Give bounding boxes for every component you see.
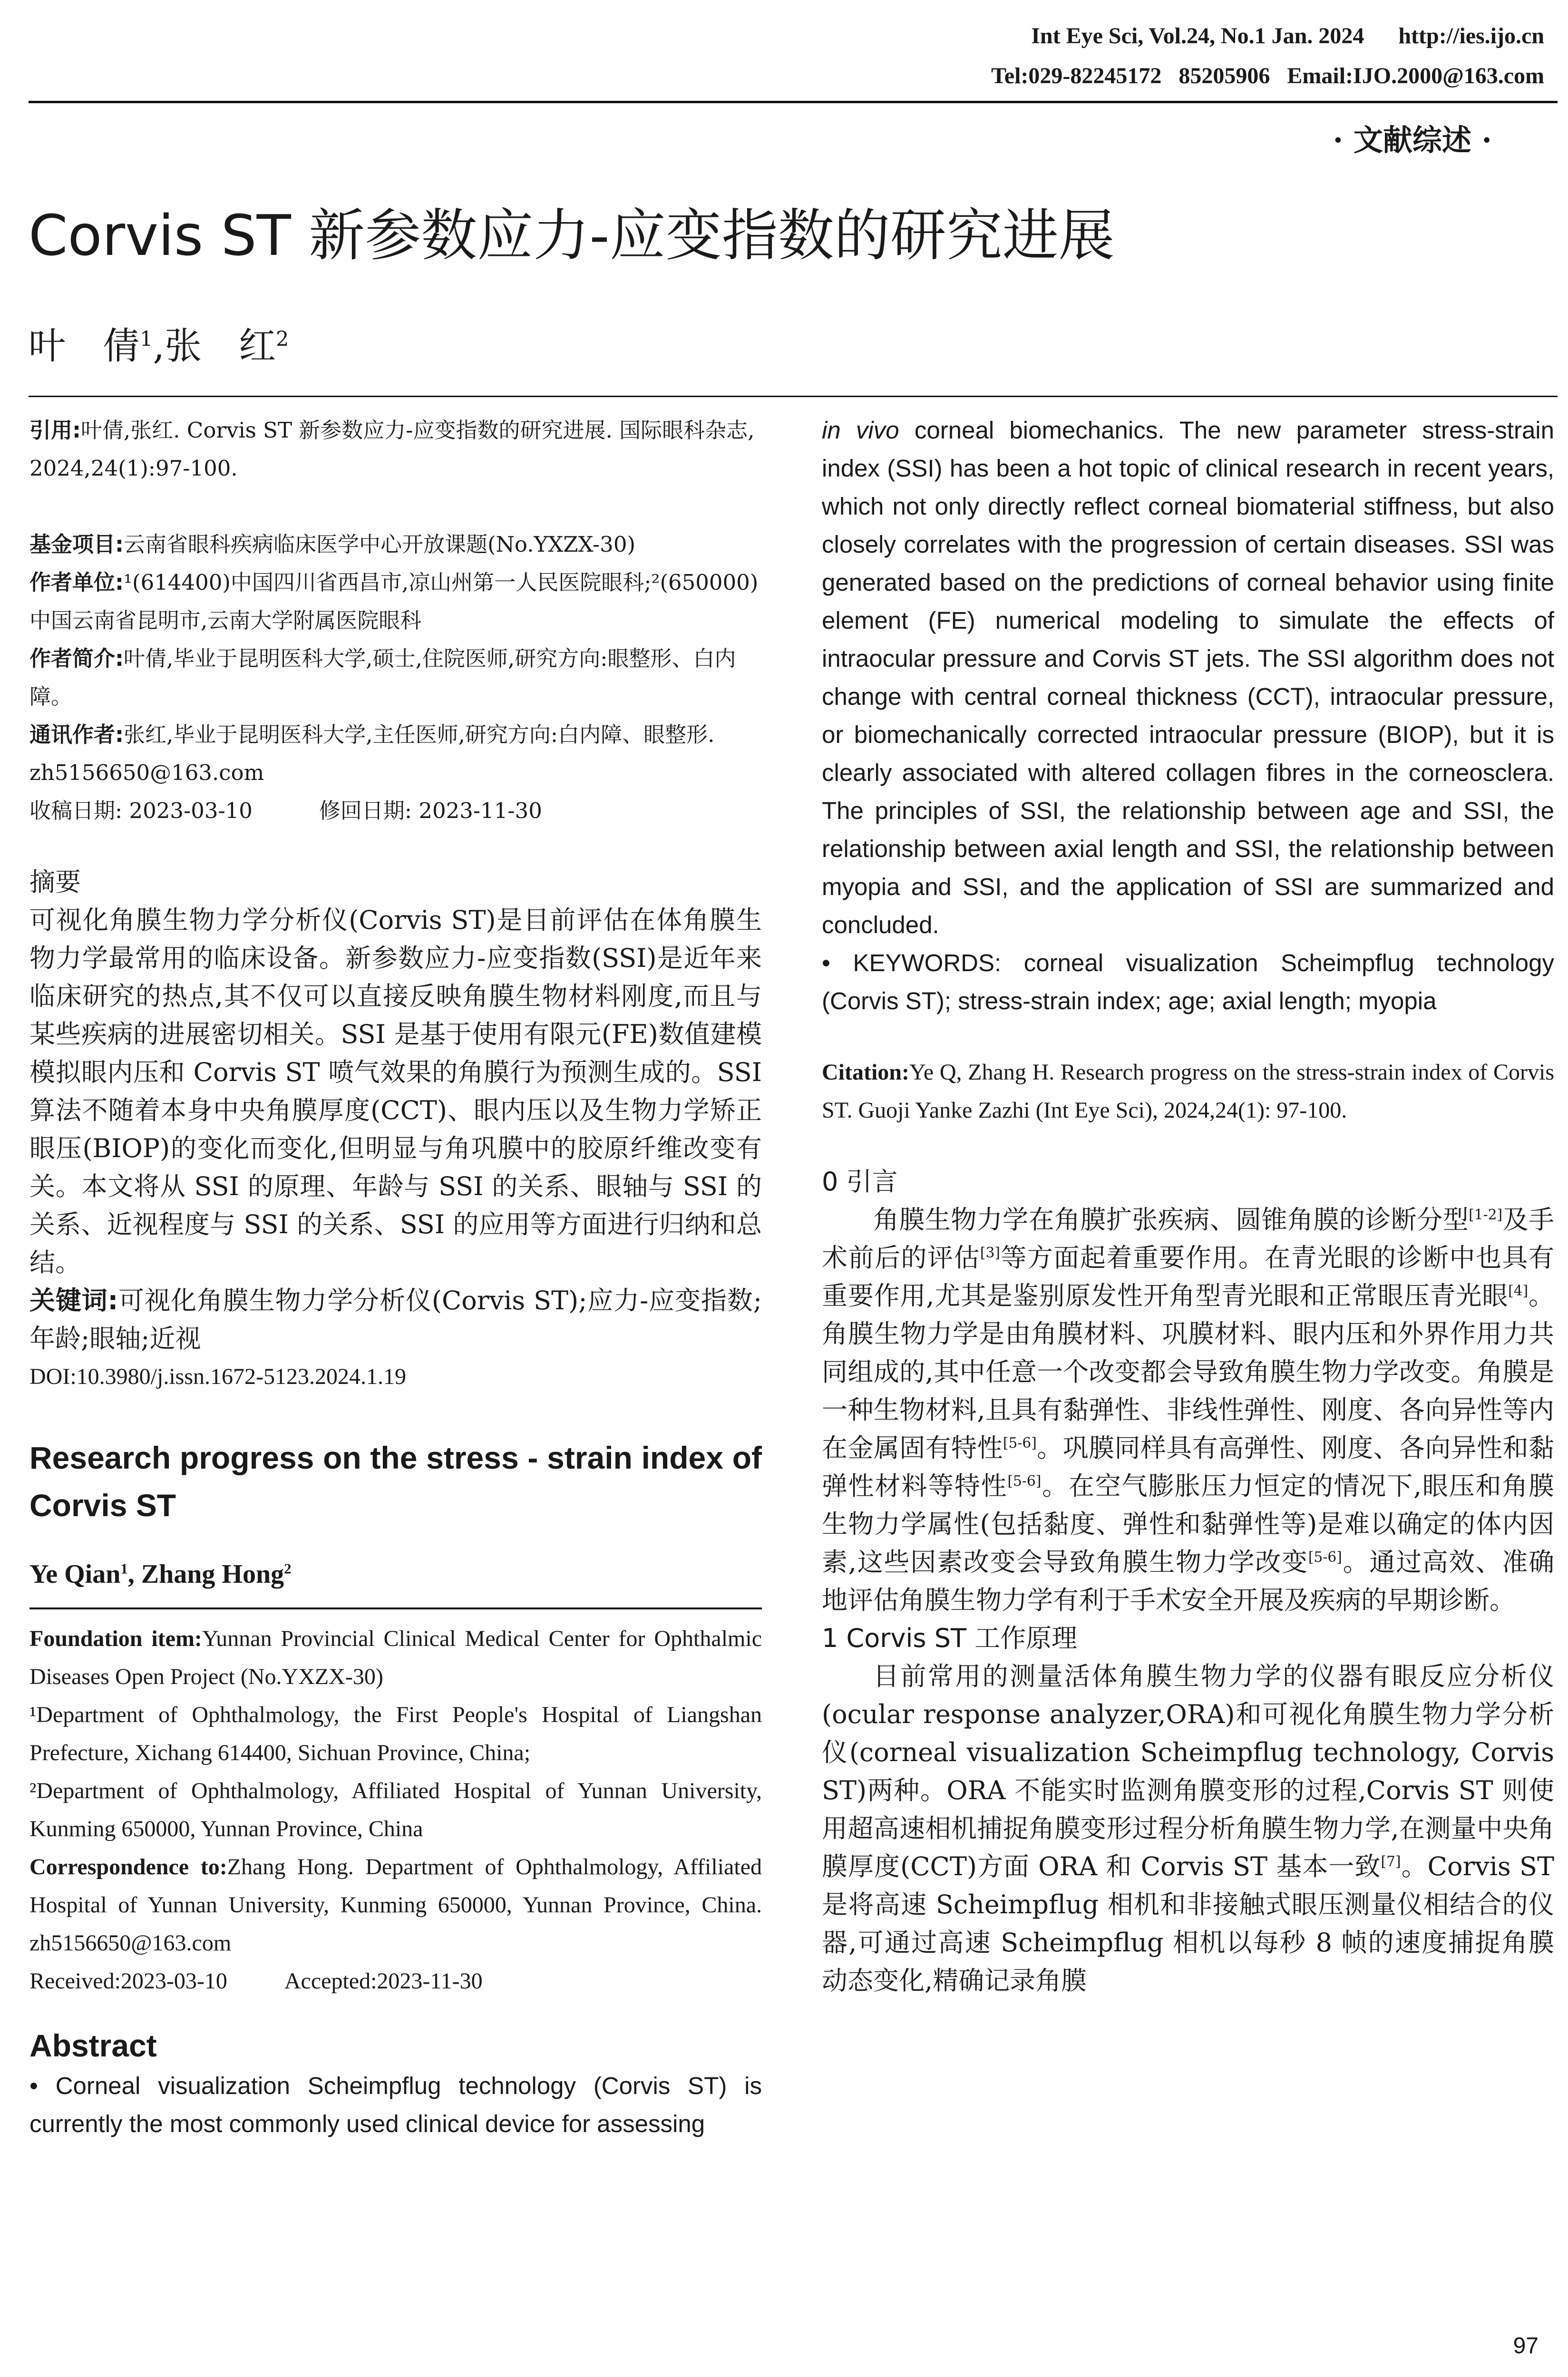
dates-cn: 收稿日期: 2023-03-10 修回日期: 2023-11-30 <box>29 798 542 823</box>
page-number: 97 <box>1513 2333 1539 2358</box>
abstract-en-text-start: • Corneal visualization Scheimpflug technology (Corvis ST) is currently the most commonly used clinical device for assessing <box>29 2072 762 2137</box>
abstract-cn-heading: 摘要 <box>29 867 81 897</box>
authors-cn: 叶 倩$^1$,张 红$^2$ <box>29 325 289 368</box>
section-0-paragraph: 角膜生物力学在角膜扩张疾病、圆锥角膜的诊断分型[1-2]及手术前后的评估[3]等方面起着重要作用。在青光眼的诊断中也具有重要作用,尤其是鉴别原发性开角型青光眼和正常眼压青光眼[4]。角膜生物力学是由角膜材料、巩膜材料、眼内压和外界作用力共同组成的,其中任意一个改变都会导致角膜生物力学改变。角膜是一种生物材料,且具有黏弹性、非线性弹性、刚度、各向异性等内在金属固有特性[5-6]。巩膜同样具有高弹性、刚度、各向异性和黏弹性材料等特性[5-6]。在空气膨胀压力恒定的情况下,眼压和角膜生物力学属性(包括黏度、弹性和黏弹性等)是难以确定的体内因素,这些因素改变会导致角膜生物力学改变[5-6]。通过高效、准确地评估角膜生物力学有利于手术安全开展及疾病的早期诊断。 <box>822 1205 1555 1615</box>
left-column <box>29 411 762 2143</box>
article-title-cn: Corvis ST 新参数应力-应变指数的研究进展 <box>29 203 1115 268</box>
en-author-2: Zhang Hong <box>141 1559 284 1589</box>
doi: DOI:10.3980/j.issn.1672-5123.2024.1.19 <box>29 1364 406 1389</box>
fund-cn: 基金项目:云南省眼科疾病临床医学中心开放课题(No.YXZX-30) <box>29 532 636 557</box>
author-cn-2: 张 红 <box>165 325 276 368</box>
dates-en: Received:2023-03-10 Accepted:2023-11-30 <box>29 1968 483 1994</box>
abstract-en-heading: Abstract <box>29 2028 157 2063</box>
section-1-paragraph: 目前常用的测量活体角膜生物力学的仪器有眼反应分析仪(ocular response analyzer,ORA)和可视化角膜生物力学分析仪(corneal visualization Scheimpflug technology, Corvis ST)两种。ORA 不能实时监测角膜变形的过程,Corvis ST 则使用超高速相机捕捉角膜变形过程分析角膜生物力学,在测量中央角膜厚度(CCT)方面 ORA 和 Corvis ST 基本一致[7]。Corvis ST 是将高速 Scheimpflug 相机和非接触式眼压测量仪相结合的仪器,可通过高速 Scheimpflug 相机以每秒 8 帧的速度捕捉角膜动态变化,精确记录角膜 <box>822 1661 1554 1996</box>
corr-cn: 通讯作者:张红,毕业于昆明医科大学,主任医师,研究方向:白内障、眼整形. zh5156650@163.com <box>29 722 715 785</box>
right-column <box>822 411 1554 2000</box>
en-author-1: Ye Qian <box>29 1559 121 1589</box>
running-header-line2: Tel:029-82245172 85205906 Email:IJO.2000@163.com <box>991 63 1544 88</box>
abstract-cn-text: 可视化角膜生物力学分析仪(Corvis ST)是目前评估在体角膜生物力学最常用的临床设备。新参数应力-应变指数(SSI)是近年来临床研究的热点,其不仅可以直接反映角膜生物材料刚度,而且与某些疾病的进展密切相关。SSI 是基于使用有限元(FE)数值建模模拟眼内压和 Corvis ST 喷气效果的角膜行为预测生成的。SSI 算法不随着本身中央角膜厚度(CCT)、眼内压以及生物力学矫正眼压(BIOP)的变化而变化,但明显与角巩膜中的胶原纤维改变有关。本文将从 SSI 的原理、年龄与 SSI 的关系、眼轴与 SSI 的关系、近视程度与 SSI 的关系、SSI 的应用等方面进行归纳和总结。 <box>29 905 762 1277</box>
abstract-en-text-cont: in vivo corneal biomechanics. The new parameter stress-strain index (SSI) has been a hot topic of clinical research in recent years, which not only directly reflect corneal biomaterial stiffness, but also closely correlates with the progression of certain diseases. SSI was generated based on the predictions of corneal behavior using finite element (FE) numerical modeling to simulate the effects of intraocular pressure and Corvis ST jets. The SSI algorithm does not change with central corneal thickness (CCT), intraocular pressure, or biomechanically corrected intraocular pressure (BIOP), but it is clearly associated with altered collagen fibres in the corneosclera. The principles of SSI, the relationship between age and SSI, the relationship between axial length and SSI, the relationship between myopia and SSI, and the application of SSI are summarized and concluded. <box>822 417 1555 938</box>
running-header-line1: Int Eye Sci, Vol.24, No.1 Jan. 2024 http://ies.ijo.cn <box>1031 23 1544 49</box>
fund-en: Foundation item:Yunnan Provincial Clinical Medical Center for Ophthalmic Diseases Open Project (No.YXZX-30) <box>29 1626 762 1689</box>
en-title: Research progress on the stress - strain index of Corvis ST <box>29 1440 762 1523</box>
header-rule <box>29 101 1558 103</box>
aff-en-2: ²Department of Ophthalmology, Affiliated Hospital of Yunnan University, Kunming 650000, Yunnan Province, China <box>29 1778 762 1841</box>
authors-rule <box>29 396 1558 397</box>
corr-en: Correspondence to:Zhang Hong. Department of Ophthalmology, Affiliated Hospital of Yunnan University, Kunming 650000, Yunnan Province, China. zh5156650@163.com <box>29 1854 762 1956</box>
section-1-heading: 1 Corvis ST 工作原理 <box>822 1623 1078 1653</box>
en-meta-block <box>29 1620 762 2000</box>
bio-cn: 作者简介:叶倩,毕业于昆明医科大学,硕士,住院医师,研究方向:眼整形、白内障。 <box>29 646 736 709</box>
aff-en-1: ¹Department of Ophthalmology, the First People's Hospital of Liangshan Prefecture, Xichang 614400, Sichuan Province, China; <box>29 1702 762 1765</box>
section-0-heading: 0 引言 <box>822 1167 898 1197</box>
section-tag: · 文献综述 · <box>1333 123 1492 157</box>
author-cn-1: 叶 倩 <box>29 325 140 368</box>
citation-cn: 引用:叶倩,张红. Corvis ST 新参数应力-应变指数的研究进展. 国际眼科杂志, 2024,24(1):97-100. <box>29 418 755 481</box>
keywords-cn: 关键词:可视化角膜生物力学分析仪(Corvis ST);应力-应变指数;年龄;眼轴;近视 <box>29 1286 762 1354</box>
en-authors-rule <box>29 1593 762 1609</box>
keywords-en: • KEYWORDS: corneal visualization Scheimpflug technology (Corvis ST); stress-strain index; age; axial length; myopia <box>822 949 1554 1014</box>
unit-cn: 作者单位:¹(614400)中国四川省西昌市,凉山州第一人民医院眼科;²(650000)中国云南省昆明市,云南大学附属医院眼科 <box>29 570 759 633</box>
cn-meta-block <box>29 411 762 830</box>
citation-en: Citation:Ye Q, Zhang H. Research progress on the stress-strain index of Corvis ST. Guoji Yanke Zazhi (Int Eye Sci), 2024,24(1): 97-100. <box>822 1060 1554 1123</box>
en-authors: Ye Qian$^1$, Zhang Hong$^2$ <box>29 1559 292 1589</box>
